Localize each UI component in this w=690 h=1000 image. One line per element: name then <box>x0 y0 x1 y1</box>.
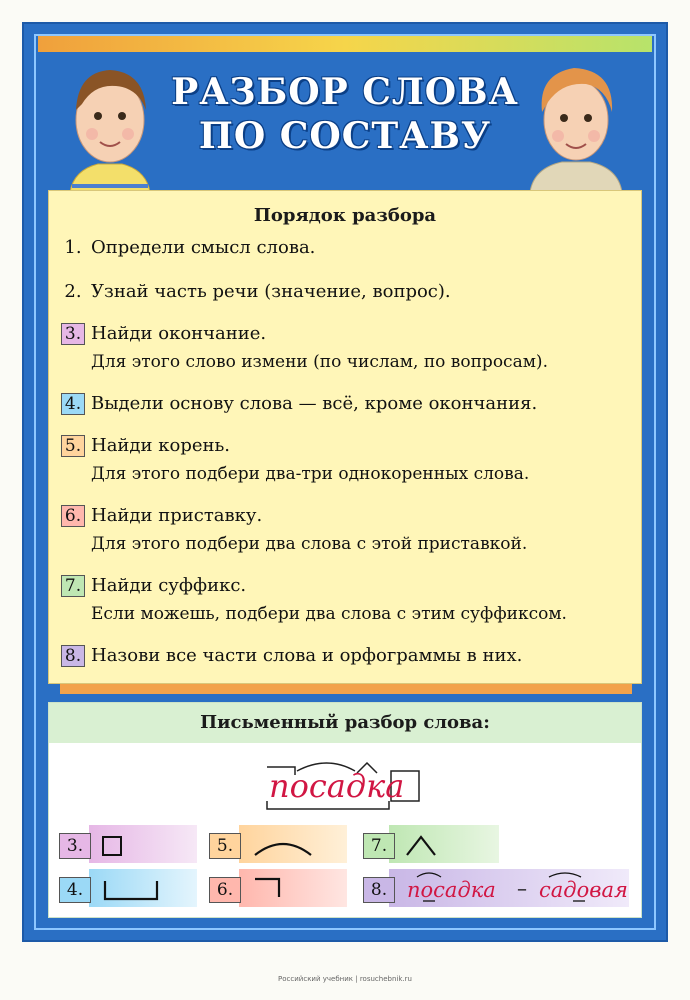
step-text: Найди суффикс. <box>91 575 247 596</box>
legend-number-7: 7. <box>363 833 395 859</box>
orthogram-word-2: садовая <box>539 878 628 902</box>
prefix-corner-icon <box>249 873 289 903</box>
step-text: Определи смысл слова. <box>91 237 316 258</box>
orthogram-examples <box>403 863 639 907</box>
ending-box-icon <box>101 835 125 857</box>
publisher-name: Российский учебник <box>278 975 354 983</box>
step-text: Найди корень. <box>91 435 231 456</box>
step-4 <box>61 393 537 415</box>
suffix-caret-icon <box>403 829 443 859</box>
step-text: Назови все части слова и орфограммы в них. <box>91 645 523 666</box>
legend-number-3: 3. <box>59 833 91 859</box>
legend-number-8: 8. <box>363 877 395 903</box>
step-7 <box>61 575 246 597</box>
written-analysis-panel <box>48 702 642 918</box>
step-3 <box>61 323 266 345</box>
step-number: 1. <box>64 237 82 258</box>
publisher-site: rosuchebnik.ru <box>359 975 412 983</box>
written-analysis-heading: Письменный разбор слова: <box>200 712 490 733</box>
step-number-badge: 3. <box>61 323 85 345</box>
step-7-hint: Если можешь, подбери два слова с этим суффиксом. <box>91 604 567 624</box>
legend-number-5: 5. <box>209 833 241 859</box>
root-arc-icon <box>249 831 319 861</box>
page-title <box>150 70 540 158</box>
step-6-hint: Для этого подбери два слова с этой приставкой. <box>91 534 528 554</box>
step-number-badge: 8. <box>61 645 85 667</box>
legend-number-4: 4. <box>59 877 91 903</box>
example-word-parse <box>255 751 435 821</box>
top-gradient-bar <box>38 36 652 52</box>
step-6 <box>61 505 262 527</box>
boy-left-illustration <box>60 58 160 192</box>
step-1 <box>61 237 315 259</box>
example-word: посадка <box>269 767 405 805</box>
step-2 <box>61 281 451 303</box>
order-heading: Порядок разбора <box>253 205 437 226</box>
step-number-badge: 5. <box>61 435 85 457</box>
step-text: Узнай часть речи (значение, вопрос). <box>91 281 451 302</box>
step-number-badge: 6. <box>61 505 85 527</box>
step-number-badge: 7. <box>61 575 85 597</box>
title-line-2: ПО СОСТАВУ <box>198 115 492 157</box>
step-3-hint: Для этого слово измени (по числам, по вопросам). <box>91 352 548 372</box>
legend-number-6: 6. <box>209 877 241 903</box>
orthogram-word-1: посадка <box>407 878 496 902</box>
stem-bracket-icon <box>101 875 163 905</box>
boy-right-illustration <box>526 58 626 192</box>
order-panel <box>48 190 642 684</box>
step-number-badge: 4. <box>61 393 85 415</box>
title-line-1: РАЗБОР СЛОВА <box>171 71 519 113</box>
step-5-hint: Для этого подбери два-три однокоренных слова. <box>91 464 530 484</box>
step-8 <box>61 645 522 667</box>
step-5 <box>61 435 230 457</box>
step-text: Выдели основу слова — всё, кроме окончания. <box>91 393 538 414</box>
step-number: 2. <box>64 281 82 302</box>
orthogram-dash: – <box>517 876 527 900</box>
step-text: Найди приставку. <box>91 505 263 526</box>
step-text: Найди окончание. <box>91 323 267 344</box>
publisher-footer: Российский учебник | rosuchebnik.ru <box>278 975 412 983</box>
